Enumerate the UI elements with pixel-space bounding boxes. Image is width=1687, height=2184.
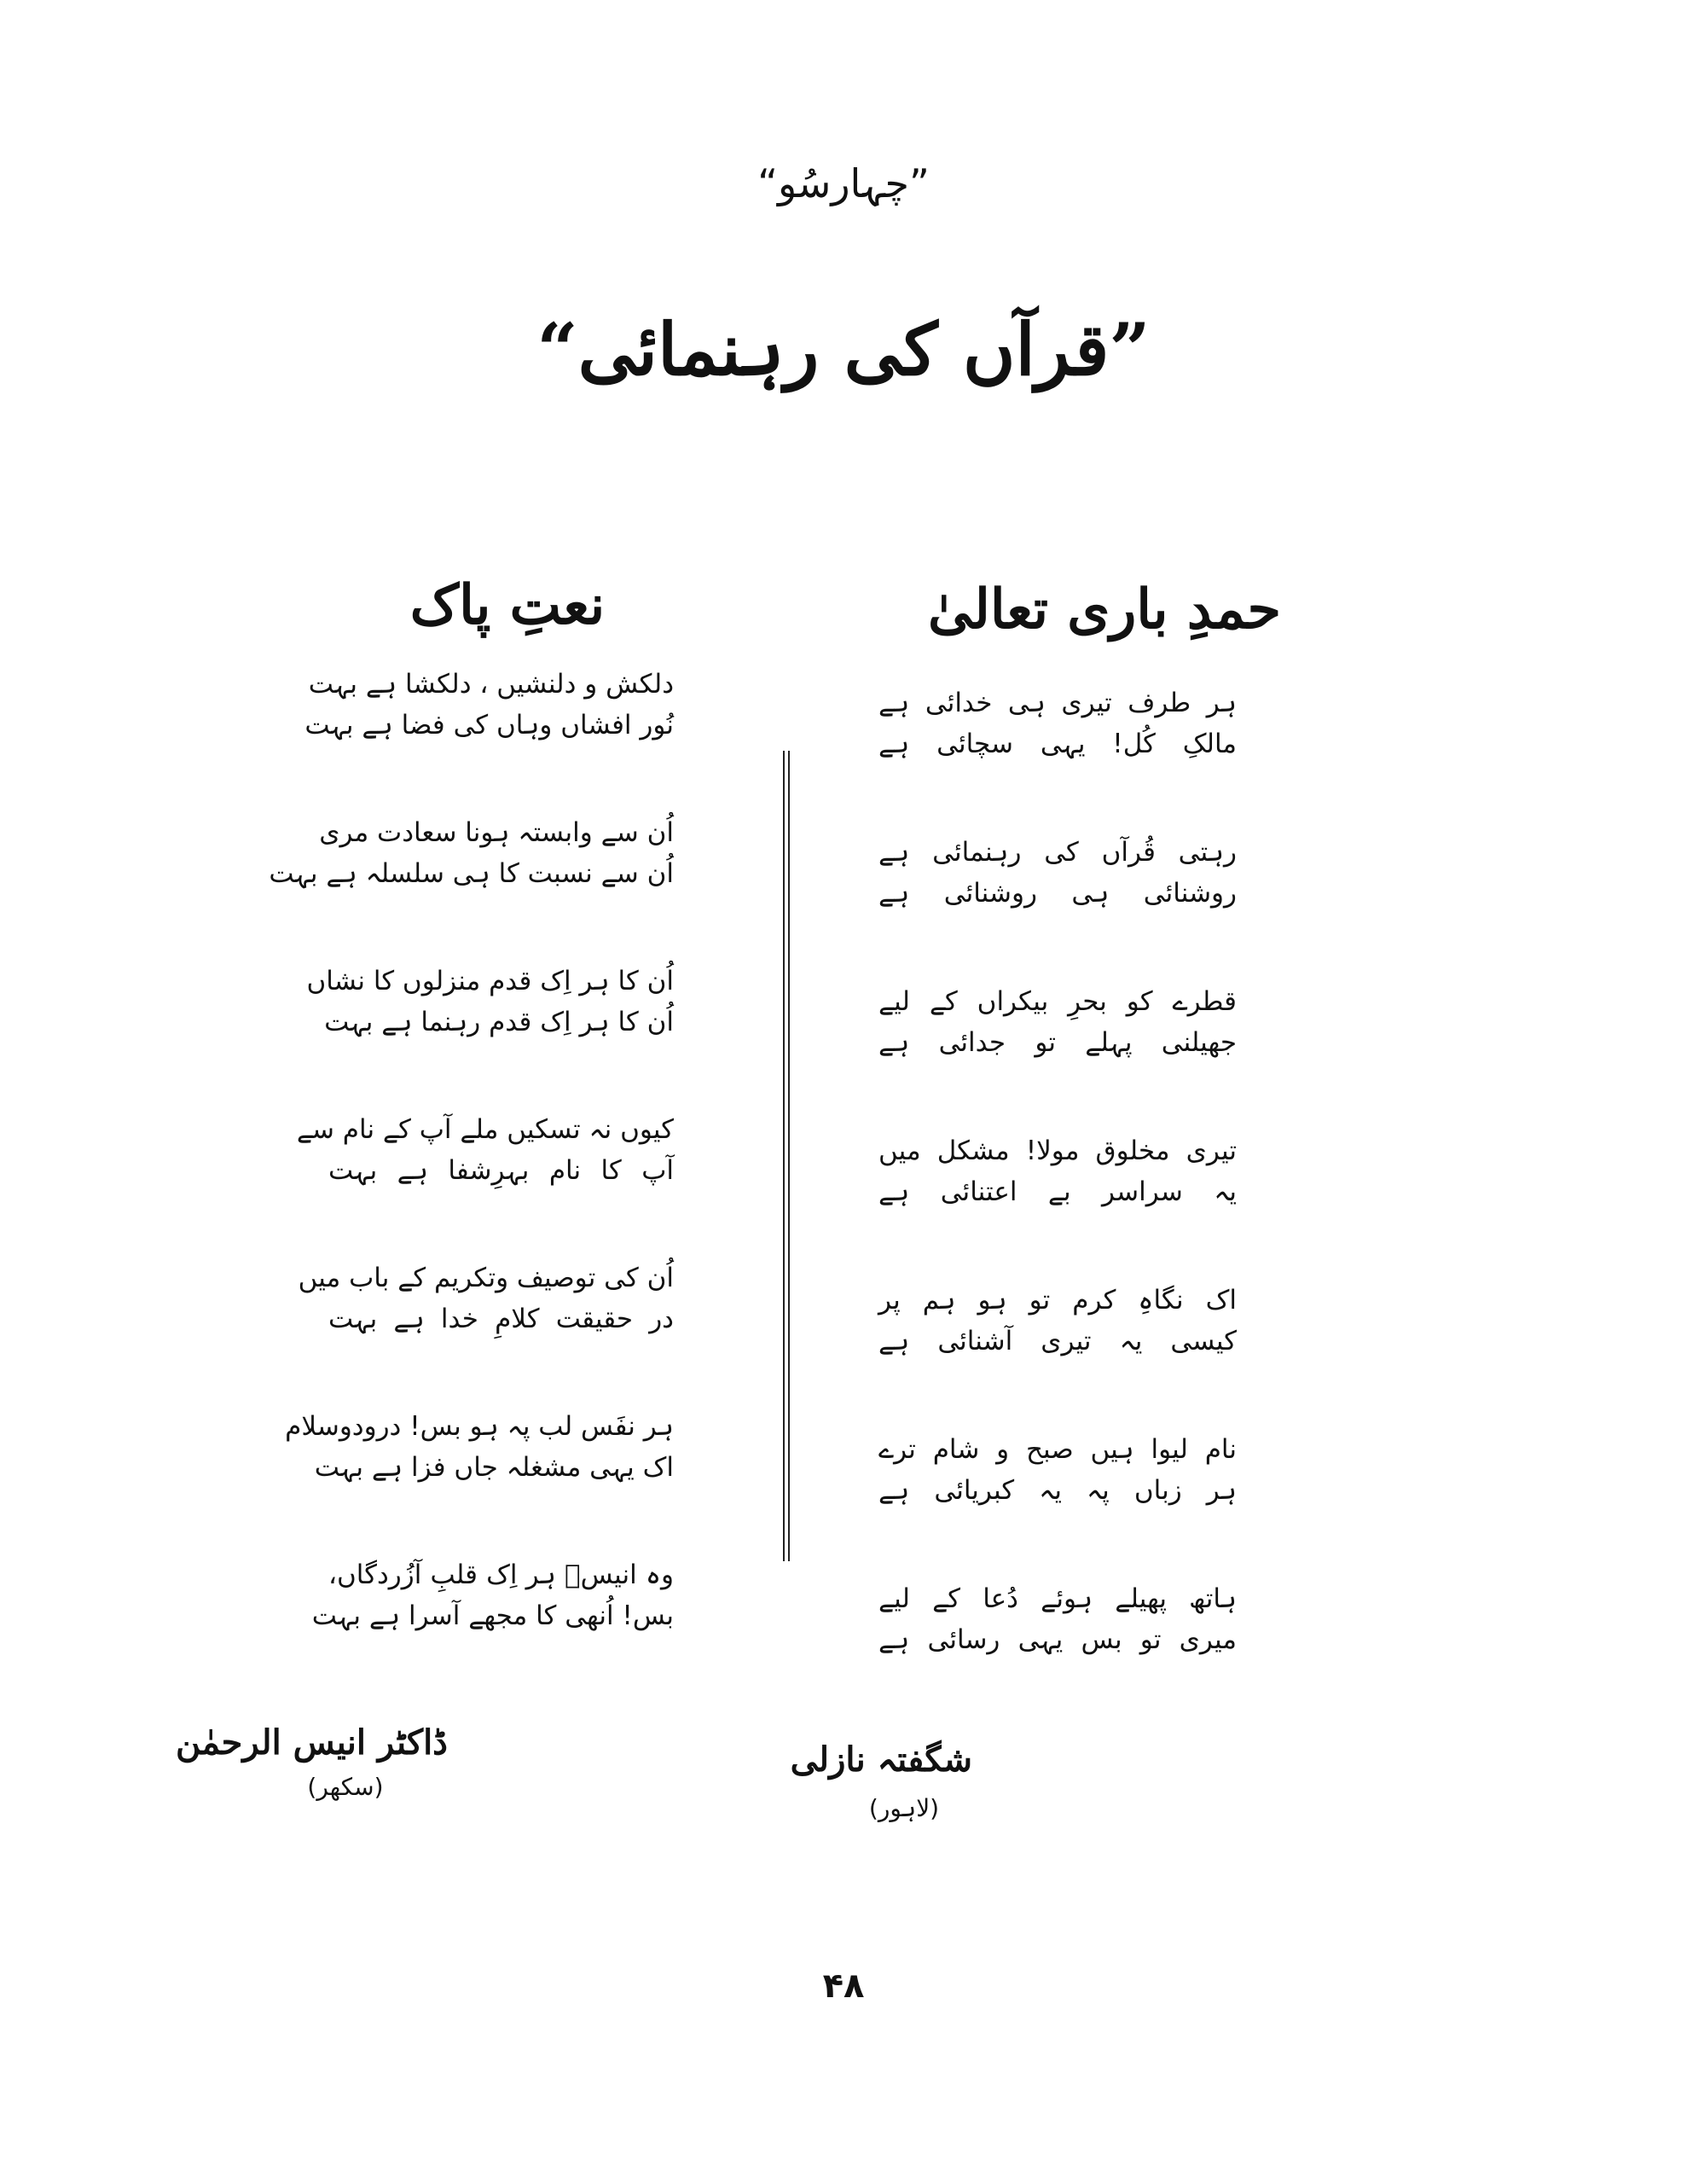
poem-line: نام لیوا ہیں صبح و شام ترے — [878, 1434, 1237, 1465]
naat-stanza — [285, 1406, 674, 1554]
poem-line: جھیلنی پہلے تو جدائی ہے — [878, 1027, 1237, 1058]
poem-line: آپ کا نام بہرِشفا ہے بہت — [328, 1155, 674, 1186]
hamd-stanza — [878, 682, 1237, 832]
poem-line: اُن سے وابستہ ہونا سعادت مری — [319, 817, 674, 848]
hamd-title: حمدِ باری تعالیٰ — [927, 578, 1282, 642]
naat-stanza — [304, 664, 674, 812]
naat-poem — [269, 664, 674, 1703]
column-divider — [783, 751, 790, 1561]
poem-line: اُن سے نسبت کا ہی سلسلہ ہے بہت — [269, 858, 674, 889]
naat-stanza — [296, 1109, 674, 1258]
poem-line: اُن کا ہر اِک قدم منزلوں کا نشاں — [306, 966, 674, 996]
naat-stanza — [306, 961, 674, 1109]
poem-line: یہ سراسر بے اعتنائی ہے — [878, 1176, 1237, 1207]
poem-line: مالکِ کُل! یہی سچائی ہے — [878, 729, 1237, 759]
page-number: ۴۸ — [822, 1966, 865, 2006]
naat-stanza — [269, 812, 674, 961]
hamd-stanza — [878, 832, 1237, 981]
naat-stanza — [298, 1258, 674, 1406]
poem-line: ہاتھ پھیلے ہوئے دُعا کے لیے — [878, 1583, 1237, 1614]
hamd-poem — [878, 682, 1237, 1728]
poem-line: اک یہی مشغلہ جاں فزا ہے بہت — [314, 1452, 674, 1483]
hamd-stanza — [878, 1130, 1237, 1280]
hamd-stanza — [878, 1578, 1237, 1728]
poem-line: دلکش و دلنشیں ، دلکشا ہے بہت — [308, 669, 674, 700]
poem-line: در حقیقت کلامِ خدا ہے بہت — [328, 1304, 674, 1334]
poem-line: میری تو بس یہی رسائی ہے — [878, 1624, 1237, 1655]
poem-line: ہر زباں پہ یہ کبریائی ہے — [878, 1475, 1237, 1506]
poem-line: بس! اُنھی کا مجھے آسرا ہے بہت — [311, 1600, 674, 1631]
hamd-author: شگفتہ نازلی — [790, 1740, 972, 1780]
naat-title: نعتِ پاک — [409, 573, 606, 637]
poem-line: کیوں نہ تسکیں ملے آپ کے نام سے — [296, 1114, 674, 1145]
poem-line: ہر نفَس لب پہ ہو بس! درودوسلام — [285, 1411, 674, 1442]
poem-line: اُن کی توصیف وتکریم کے باب میں — [298, 1263, 674, 1293]
magazine-title: ”چہارسُو“ — [757, 160, 930, 206]
poem-line: روشنائی ہی روشنائی ہے — [878, 878, 1237, 909]
hamd-stanza — [878, 1280, 1237, 1429]
hamd-author-city: (لاہور) — [868, 1794, 940, 1822]
poem-line: اک نگاہِ کرم تو ہو ہم پر — [878, 1285, 1237, 1316]
poem-line: نُور افشاں وہاں کی فضا ہے بہت — [304, 710, 674, 741]
poem-line: اُن کا ہر اِک قدم رہنما ہے بہت — [324, 1007, 674, 1037]
poem-line: کیسی یہ تیری آشنائی ہے — [878, 1326, 1237, 1356]
section-title: ”قرآں کی رہنمائی“ — [536, 307, 1151, 392]
poem-line: رہتی قُرآں کی رہنمائی ہے — [878, 837, 1237, 868]
naat-stanza — [311, 1554, 674, 1703]
poem-line: قطرے کو بحرِ بیکراں کے لیے — [878, 986, 1237, 1017]
poem-line: ہر طرف تیری ہی خدائی ہے — [878, 688, 1237, 718]
poem-line: تیری مخلوق مولا! مشکل میں — [878, 1136, 1237, 1166]
naat-author-city: (سکھر) — [307, 1773, 384, 1801]
poem-line: وہ انیسؔ ہر اِک قلبِ آزُردگاں، — [328, 1560, 674, 1590]
hamd-stanza — [878, 1429, 1237, 1578]
naat-author: ڈاکٹر انیس الرحمٰن — [176, 1722, 448, 1763]
hamd-stanza — [878, 981, 1237, 1130]
